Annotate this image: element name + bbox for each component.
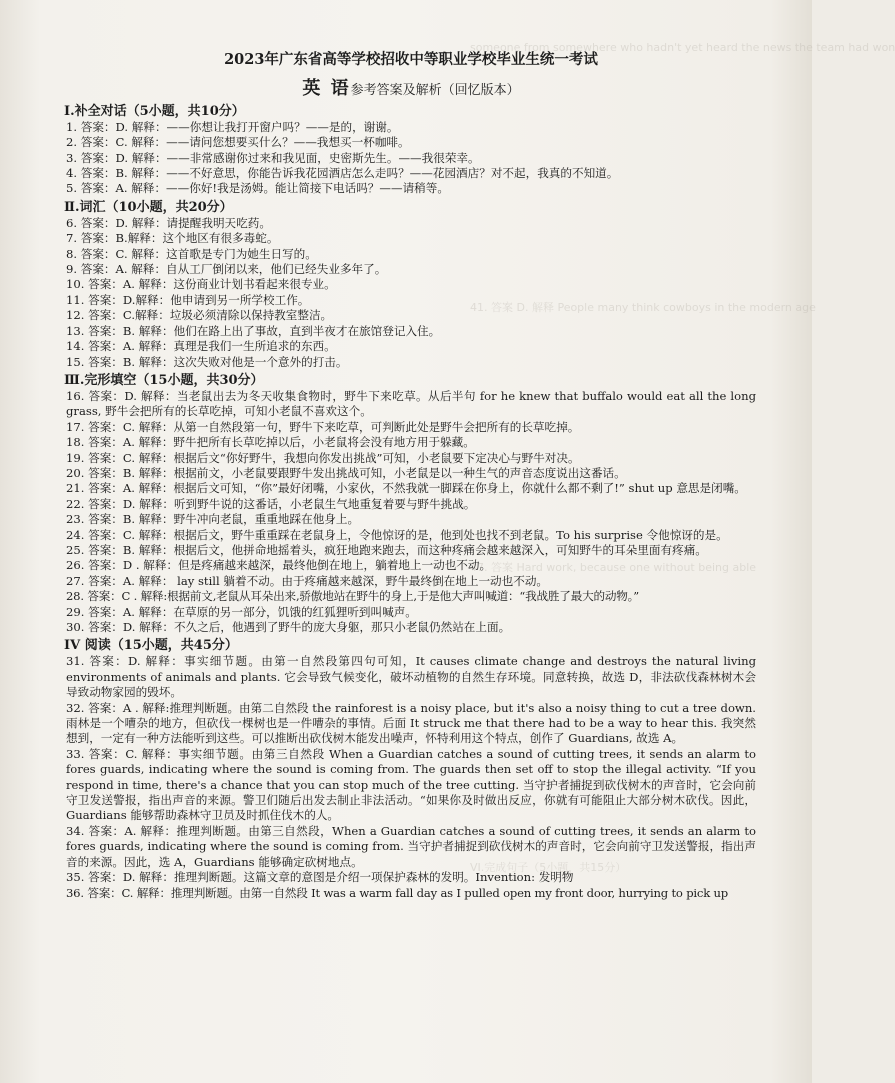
answer-item: 11. 答案：D.解释：他申请到另一所学校工作。 <box>66 292 310 307</box>
answer-item: 28. 答案：C . 解释:根据前文,老鼠从耳朵出来,骄傲地站在野牛的身上,于是他大声叫喊道：“我战胜了最大的动物。” <box>66 589 639 604</box>
answer-item: 36. 答案：C. 解释：推理判断题。由第一自然段 It was a warm fall day as I pulled open my front door, hurrying to pick up <box>66 885 729 900</box>
answer-item: 15. 答案：B. 解释：这次失败对他是一个意外的打击。 <box>66 354 348 369</box>
answer-item: 22. 答案：D. 解释：听到野牛说的这番话，小老鼠生气地重复着要与野牛挑战。 <box>66 496 476 511</box>
answer-item: 29. 答案：A. 解释：在草原的另一部分，饥饿的红狐狸听到叫喊声。 <box>66 604 417 619</box>
answer-item: 31. 答案：D. 解释：事实细节题。由第一自然段第四句可知，It causes climate change and destroys the natural living environments of animals and plants. 它会导致气候变化，破坏动植物的自然生存环境。同意转换，故选 D，非法砍伐森林树木会导致动物家园的毁坏。 <box>66 654 756 700</box>
answer-item: 4. 答案：B. 解释：——不好意思，你能告诉我花园酒店怎么走吗？——花园酒店？对不起，我真的不知道。 <box>66 166 619 181</box>
section-heading: I.补全对话（5小题，共10分） <box>64 103 245 119</box>
subtitle-text: 参考答案及解析（回忆版本） <box>350 83 520 99</box>
answer-item: 10. 答案：A. 解释：这份商业计划书看起来很专业。 <box>66 277 336 292</box>
answer-item: 25. 答案：B. 解释：根据后文，他拼命地摇着头，疯狂地跑来跑去，而这种疼痛会越来越深入，可知野牛的耳朵里面有疼痛。 <box>66 542 707 557</box>
answer-item: 9. 答案：A. 解释：自从工厂倒闭以来，他们已经失业多年了。 <box>66 262 387 277</box>
show-through-text: someone from somewhere who hadn't yet heard the news the team had won <box>470 41 895 54</box>
page-title: 2023年广东省高等学校招收中等职业学校毕业生统一考试 <box>224 51 598 68</box>
show-through-text: VI.完成句子（5小题，共15分） <box>470 861 627 874</box>
answer-item: 2. 答案：C. 解释：——请问您想要买什么？——我想买一杯咖啡。 <box>66 135 410 150</box>
answer-document <box>66 52 756 901</box>
show-through-text: 41. 答案 D. 解释 People many think cowboys in the modern age <box>470 301 816 314</box>
answer-item: 13. 答案：B. 解释：他们在路上出了事故，直到半夜才在旅馆登记入住。 <box>66 323 441 338</box>
section-heading: Ⅲ.完形填空（15小题，共30分） <box>64 372 264 388</box>
answer-item: 21. 答案：A. 解释：根据后文可知，“你”最好闭嘴，小家伙，不然我就一脚踩在你身上，你就什么都不剩了!” shut up 意思是闭嘴。 <box>66 481 746 496</box>
answer-item: 6. 答案：D. 解释：请提醒我明天吃药。 <box>66 215 271 230</box>
answer-item: 34. 答案：A. 解释：推理判断题。由第三自然段，When a Guardian catches a sound of cutting trees, it sends an alarm to fores guards, indicating where the sound is coming from. 当守护者捕捉到砍伐树木的声音时，它会向前守卫发送警报，指出声音的来源。因此，选 A，Guardians 能够确定砍树地点。 <box>66 823 756 869</box>
answer-item: 1. 答案：D. 解释：——你想让我打开窗户吗？——是的，谢谢。 <box>66 119 399 134</box>
page-subtitle <box>66 78 756 100</box>
answer-item: 8. 答案：C. 解释：这首歌是专门为她生日写的。 <box>66 246 317 261</box>
section-heading: IV 阅读（15小题，共45分） <box>64 638 238 654</box>
answer-item: 32. 答案：A . 解释:推理判断题。由第二自然段 the rainforest is a noisy place, but it's also a noisy thing to cut a tree down. 雨林是一个嘈杂的地方，但砍伐一棵树也是一件嘈杂的事情。后面 It struck me that there had to be a way to hear this. 我突然想到，一定有一种方法能听到这些。可以推断出砍伐树木能发出噪声，怀特利用这个特点，创作了 Guardians, 故选 A。 <box>66 700 756 746</box>
answer-item: 12. 答案：C.解释：垃圾必须清除以保持教室整洁。 <box>66 308 333 323</box>
answer-item: 33. 答案：C. 解释：事实细节题。由第三自然段 When a Guardian catches a sound of cutting trees, it sends an alarm to fores guards, indicating where the sound is coming from. The guards then set off to stop the illegal activity. “If you respond in time, there's a chance that you can stop much of the tree cutting. 当守护者捕捉到砍伐树木的声音时，它会向前守卫发送警报，指出声音的来源。警卫们随后出发去制止非法活动。“如果你及时做出反应，你就有可能阻止大部分树木砍伐。因此，Guardians 能够帮助森林守卫员及时抓住伐木的人。 <box>66 746 756 823</box>
answer-item: 30. 答案：D. 解释：不久之后，他遇到了野牛的庞大身躯，那只小老鼠仍然站在上面。 <box>66 620 511 634</box>
section-heading: Ⅱ.词汇（10小题，共20分） <box>64 199 233 215</box>
answer-item: 14. 答案：A. 解释：真理是我们一生所追求的东西。 <box>66 339 336 354</box>
answer-item: 27. 答案：A. 解释： lay still 躺着不动。由于疼痛越来越深，野牛最终倒在地上一动也不动。 <box>66 573 549 588</box>
answer-item: 5. 答案：A. 解释：——你好!我是汤姆。能让简接下电话吗？——请稍等。 <box>66 181 449 196</box>
answer-item: 17. 答案：C. 解释：从第一自然段第一句，野牛下来吃草，可判断此处是野牛会把所有的长草吃掉。 <box>66 419 580 434</box>
answer-item: 20. 答案：B. 解释：根据前文，小老鼠要跟野牛发出挑战可知，小老鼠是以一种生气的声音态度说出这番话。 <box>66 465 626 480</box>
show-through-text: 47. 答案 Hard work, because one without being able <box>470 561 757 574</box>
subject-name: 英 语 <box>302 78 351 100</box>
answer-item: 16. 答案：D. 解释：当老鼠出去为冬天收集食物时，野牛下来吃草。从后半句 for he knew that buffalo would eat all the long grass, 野牛会把所有的长草吃掉，可知小老鼠不喜欢这个。 <box>66 388 756 419</box>
answer-item: 24. 答案：C. 解释：根据后文，野牛重重踩在老鼠身上，令他惊讶的是，他到处也找不到老鼠。To his surprise 令他惊讶的是。 <box>66 527 728 542</box>
answer-item: 3. 答案：D. 解释：——非常感谢你过来和我见面，史密斯先生。——我很荣幸。 <box>66 150 480 165</box>
answer-item: 23. 答案：B. 解释：野牛冲向老鼠，重重地踩在他身上。 <box>66 512 360 527</box>
answer-item: 18. 答案：A. 解释：野牛把所有长草吃掉以后，小老鼠将会没有地方用于躲藏。 <box>66 435 475 450</box>
answer-item: 35. 答案：D. 解释：推理判断题。这篇文章的意图是介绍一项保护森林的发明。Invention: 发明物 <box>66 870 574 885</box>
answer-item: 7. 答案：B.解释：这个地区有很多毒蛇。 <box>66 231 279 246</box>
answer-item: 19. 答案：C. 解释：根据后文“你好野牛，我想向你发出挑战”可知，小老鼠要下定决心与野牛对决。 <box>66 450 580 465</box>
answer-item: 26. 答案：D . 解释：但是疼痛越来越深，最终他倒在地上，躺着地上一动也不动。 <box>66 558 492 573</box>
